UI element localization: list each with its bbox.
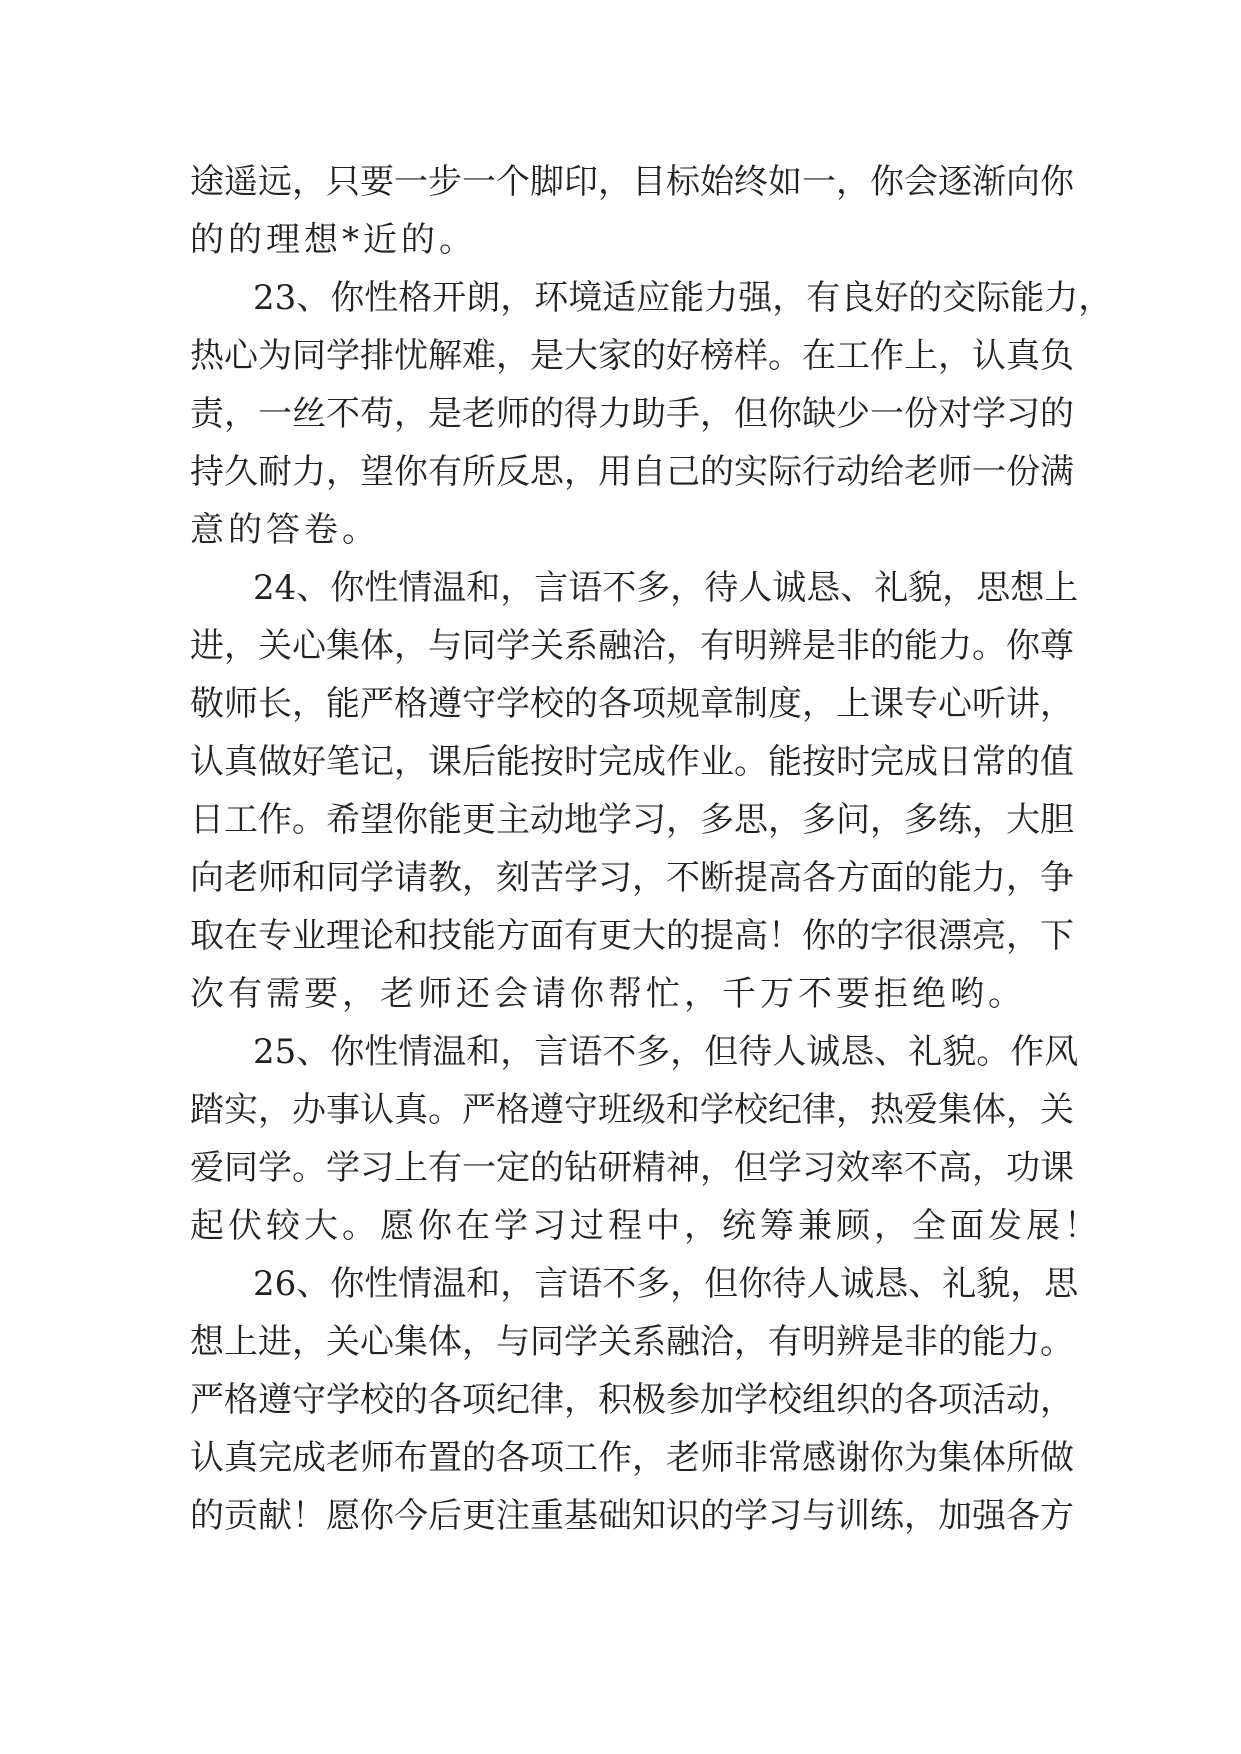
document-body xyxy=(190,153,1113,1545)
paragraph-start-25: 25、你性情温和，言语不多，但待人诚恳、礼貌。作风 xyxy=(253,1032,1079,1072)
text-line: 意的答卷。 xyxy=(190,510,380,550)
text-line: 途遥远，只要一步一个脚印，目标始终如一，你会逐渐向你 xyxy=(190,162,1074,202)
text-line: 严格遵守学校的各项纪律，积极参加学校组织的各项活动， xyxy=(190,1380,1074,1420)
text-line: 日工作。希望你能更主动地学习，多思，多问，多练，大胆 xyxy=(190,800,1074,840)
text-line: 持久耐力，望你有所反思，用自己的实际行动给老师一份满 xyxy=(190,452,1074,492)
text-line: 认真完成老师布置的各项工作，老师非常感谢你为集体所做 xyxy=(190,1438,1074,1478)
text-line: 责，一丝不苟，是老师的得力助手，但你缺少一份对学习的 xyxy=(190,394,1074,434)
text-line: 起伏较大。愿你在学习过程中，统筹兼顾，全面发展！ xyxy=(190,1206,1102,1246)
text-line: 踏实，办事认真。严格遵守班级和学校纪律，热爱集体，关 xyxy=(190,1090,1074,1130)
text-line: 的的理想*近的。 xyxy=(190,220,477,260)
paragraph-start-26: 26、你性情温和，言语不多，但你待人诚恳、礼貌，思 xyxy=(253,1264,1079,1304)
text-line: 热心为同学排忧解难，是大家的好榜样。在工作上，认真负 xyxy=(190,336,1074,376)
text-line: 认真做好笔记，课后能按时完成作业。能按时完成日常的值 xyxy=(190,742,1074,782)
text-line: 向老师和同学请教，刻苦学习，不断提高各方面的能力，争 xyxy=(190,858,1074,898)
text-line: 爱同学。学习上有一定的钻研精神，但学习效率不高，功课 xyxy=(190,1148,1074,1188)
text-line: 的贡献！愿你今后更注重基础知识的学习与训练，加强各方 xyxy=(190,1496,1074,1536)
paragraph-start-24: 24、你性情温和，言语不多，待人诚恳、礼貌，思想上 xyxy=(253,568,1079,608)
text-line: 敬师长，能严格遵守学校的各项规章制度，上课专心听讲， xyxy=(190,684,1074,724)
text-line: 取在专业理论和技能方面有更大的提高！你的字很漂亮，下 xyxy=(190,916,1074,956)
paragraph-start-23: 23、你性格开朗，环境适应能力强，有良好的交际能力， xyxy=(253,278,1113,318)
text-line: 次有需要，老师还会请你帮忙，千万不要拒绝哟。 xyxy=(190,974,1026,1014)
text-line: 进，关心集体，与同学关系融洽，有明辨是非的能力。你尊 xyxy=(190,626,1074,666)
text-line: 想上进，关心集体，与同学关系融洽，有明辨是非的能力。 xyxy=(190,1322,1074,1362)
